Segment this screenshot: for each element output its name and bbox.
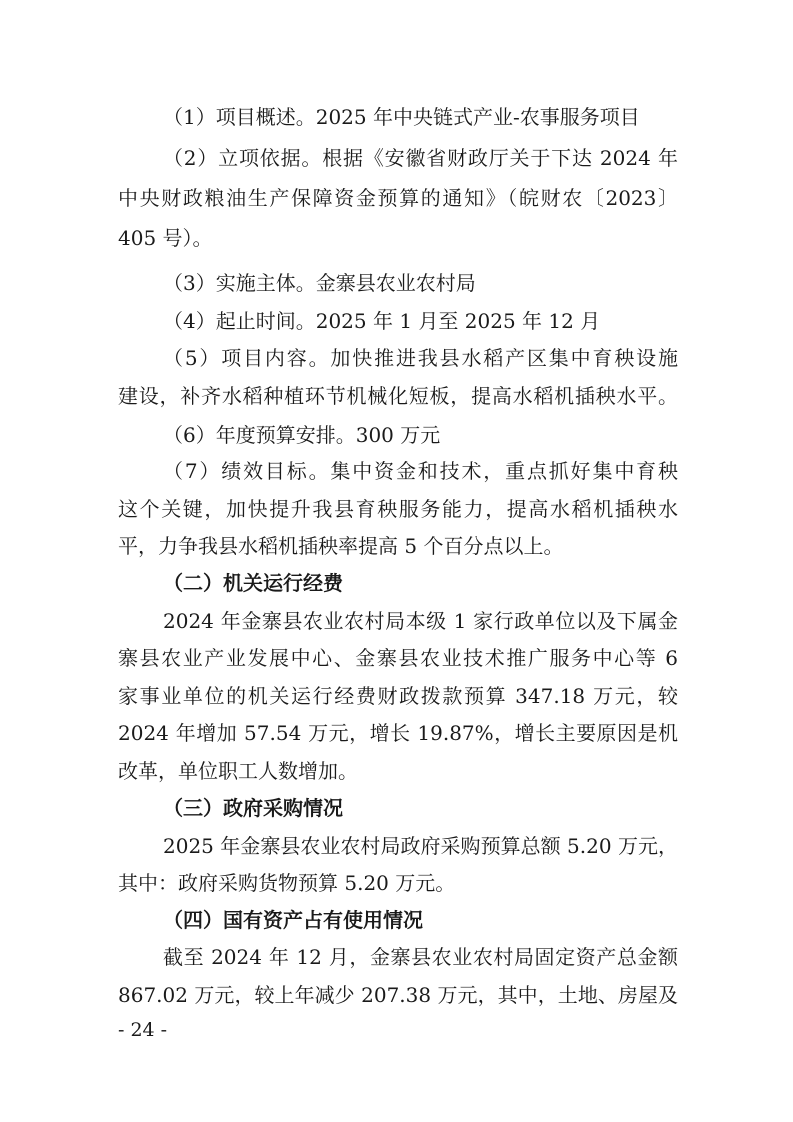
paragraph-line: 其中：政府采购货物预算 5.20 万元。 (118, 871, 456, 895)
paragraph-line: 建设，补齐水稻种植环节机械化短板，提高水稻机插秧水平。 (118, 384, 678, 408)
paragraph-line: 2025 年金寨县农业农村局政府采购预算总额 5.20 万元， (163, 834, 678, 858)
paragraph-line: 这个关键，加快提升我县育秧服务能力，提高水稻机插秧水 (118, 497, 678, 521)
section-heading: （二）机关运行经费 (163, 571, 343, 595)
paragraph-line: 寨县农业产业发展中心、金寨县农业技术推广服务中心等 6 (118, 646, 678, 670)
paragraph-line: （3）实施主体。金寨县农业农村局 (163, 271, 476, 295)
paragraph-line: 2024 年金寨县农业农村局本级 1 家行政单位以及下属金 (163, 609, 678, 633)
paragraph-line: （7）绩效目标。集中资金和技术，重点抓好集中育秧 (163, 459, 678, 483)
paragraph-line: 867.02 万元，较上年减少 207.38 万元，其中，土地、房屋及 (118, 983, 678, 1007)
section-heading: （三）政府采购情况 (163, 796, 343, 820)
paragraph-line: （5）项目内容。加快推进我县水稻产区集中育秧设施 (163, 346, 678, 370)
page-number: - 24 - (118, 1019, 168, 1041)
paragraph-line: （4）起止时间。2025 年 1 月至 2025 年 12 月 (163, 309, 601, 333)
paragraph-line: 改革，单位职工人数增加。 (118, 759, 358, 783)
paragraph-line: （6）年度预算安排。300 万元 (163, 423, 441, 447)
section-heading: （四）国有资产占有使用情况 (163, 908, 423, 932)
paragraph-line: 中央财政粮油生产保障资金预算的通知》（皖财农〔2023〕 (118, 186, 678, 210)
paragraph-line: （1）项目概述。2025 年中央链式产业-农事服务项目 (163, 105, 640, 129)
paragraph-line: 2024 年增加 57.54 万元，增长 19.87%，增长主要原因是机 (118, 721, 678, 745)
paragraph-line: 平，力争我县水稻机插秧率提高 5 个百分点以上。 (118, 534, 564, 558)
paragraph-line: 截至 2024 年 12 月，金寨县农业农村局固定资产总金额 (163, 945, 678, 969)
paragraph-line: （2）立项依据。根据《安徽省财政厅关于下达 2024 年 (163, 146, 678, 170)
paragraph-line: 家事业单位的机关运行经费财政拨款预算 347.18 万元，较 (118, 684, 678, 708)
paragraph-line: 405 号）。 (118, 226, 213, 250)
